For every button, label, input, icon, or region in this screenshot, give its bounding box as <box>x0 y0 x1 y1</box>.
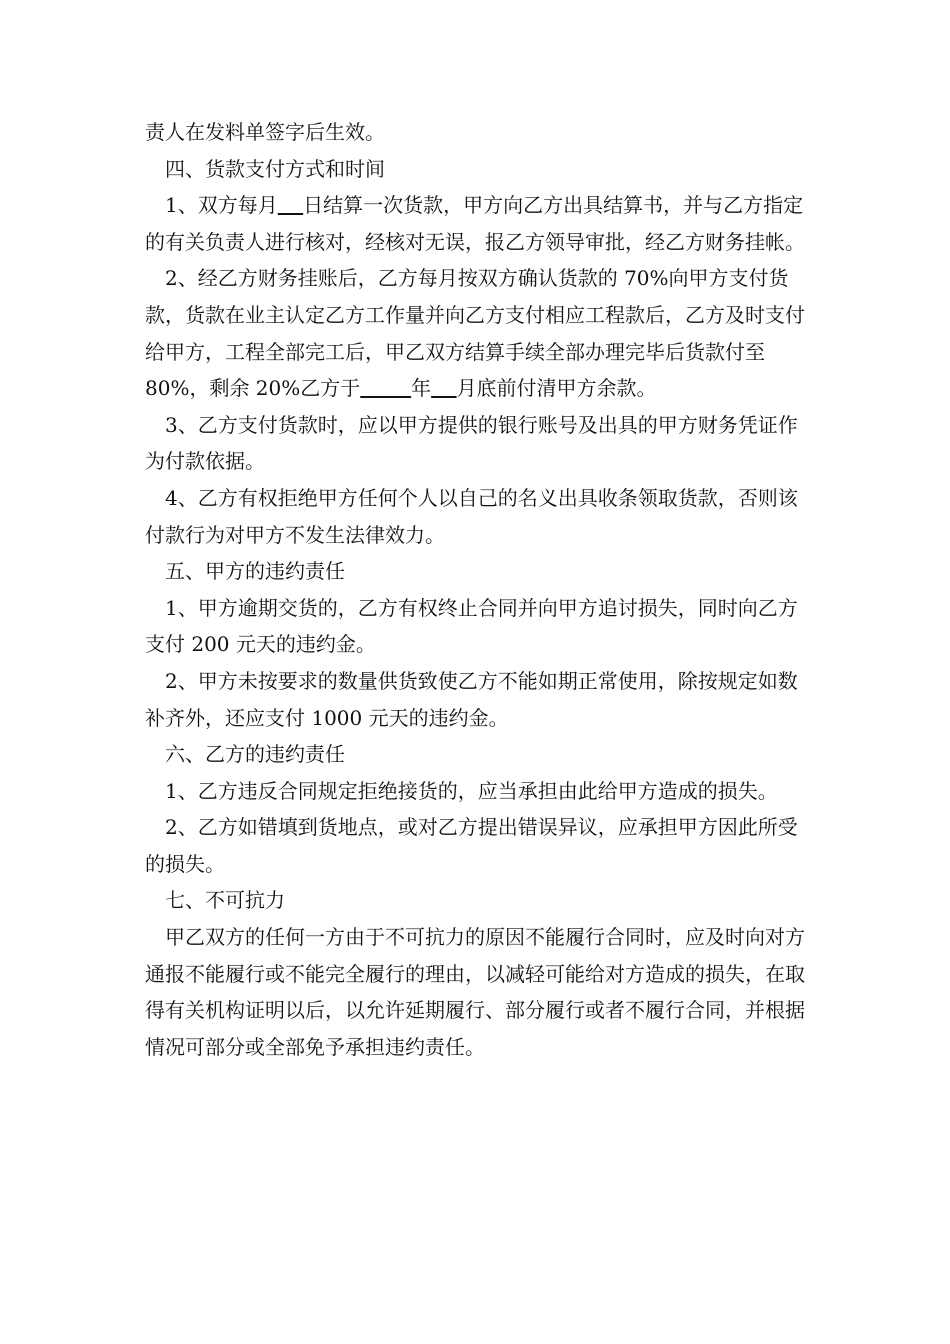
clause-6-2: 2、乙方如错填到货地点，或对乙方提出错误异议，应承担甲方因此所受的损失。 <box>145 815 798 876</box>
clause-4-1-text-a: 1、双方每月 <box>165 193 278 218</box>
clause-4-4: 4、乙方有权拒绝甲方任何个人以自己的名义出具收条领取货款，否则该付款行为对甲方不发生法律效力。 <box>145 485 798 547</box>
clause-5-1: 1、甲方逾期交货的，乙方有权终止合同并向甲方追讨损失，同时向乙方支付 200 元天的违约金。 <box>145 595 798 657</box>
clause-7-1: 甲乙双方的任何一方由于不可抗力的原因不能履行合同时，应及时向对方通报不能履行或不能完全履行的理由，以减轻可能给对方造成的损失，在取得有关机构证明以后，以允许延期履行、部分履行或者不履行合同，并根据情况可部分或全部免予承担违约责任。 <box>145 925 805 1059</box>
clause-5-2: 2、甲方未按要求的数量供货致使乙方不能如期正常使用，除按规定如数补齐外，还应支付 1000 元天的违约金。 <box>145 668 798 730</box>
clause-4-1 <box>145 187 811 260</box>
clause-4-2-text-c: 月底前付清甲方余款。 <box>456 376 657 401</box>
clause-4-2-text-a: 2、经乙方财务挂账后，乙方每月按双方确认货款的 70%向甲方支付货款，货款在业主认定乙方工作量并向乙方支付相应工程款后，乙方及时支付给甲方，工程全部完工后，甲乙双方结算手续全部办理完毕后货款付至 80%，剩余 20%乙方于 <box>145 266 805 401</box>
paragraph-continuation: 责人在发料单签字后生效。 <box>145 120 385 144</box>
document-page <box>145 114 811 1065</box>
clause-4-2 <box>145 260 811 406</box>
section-heading-payment: 四、货款支付方式和时间 <box>165 156 385 181</box>
blank-year-field <box>360 376 411 400</box>
clause-4-1-text-b: 日结算一次货款，甲方向乙方出具结算书，并与乙方指定的有关负责人进行核对，经核对无误，报乙方领导审批，经乙方财务挂帐。 <box>145 193 805 254</box>
section-heading-force-majeure: 七、不可抗力 <box>165 888 285 913</box>
clause-4-3: 3、乙方支付货款时，应以甲方提供的银行账号及出具的甲方财务凭证作为付款依据。 <box>145 412 798 474</box>
clause-4-2-text-b: 年 <box>411 376 432 401</box>
section-heading-party-b-liability: 六、乙方的违约责任 <box>165 742 345 767</box>
blank-month-field <box>431 376 456 400</box>
blank-day-field <box>278 193 303 217</box>
section-heading-party-a-liability: 五、甲方的违约责任 <box>165 559 345 584</box>
clause-6-1: 1、乙方违反合同规定拒绝接货的，应当承担由此给甲方造成的损失。 <box>165 778 778 803</box>
